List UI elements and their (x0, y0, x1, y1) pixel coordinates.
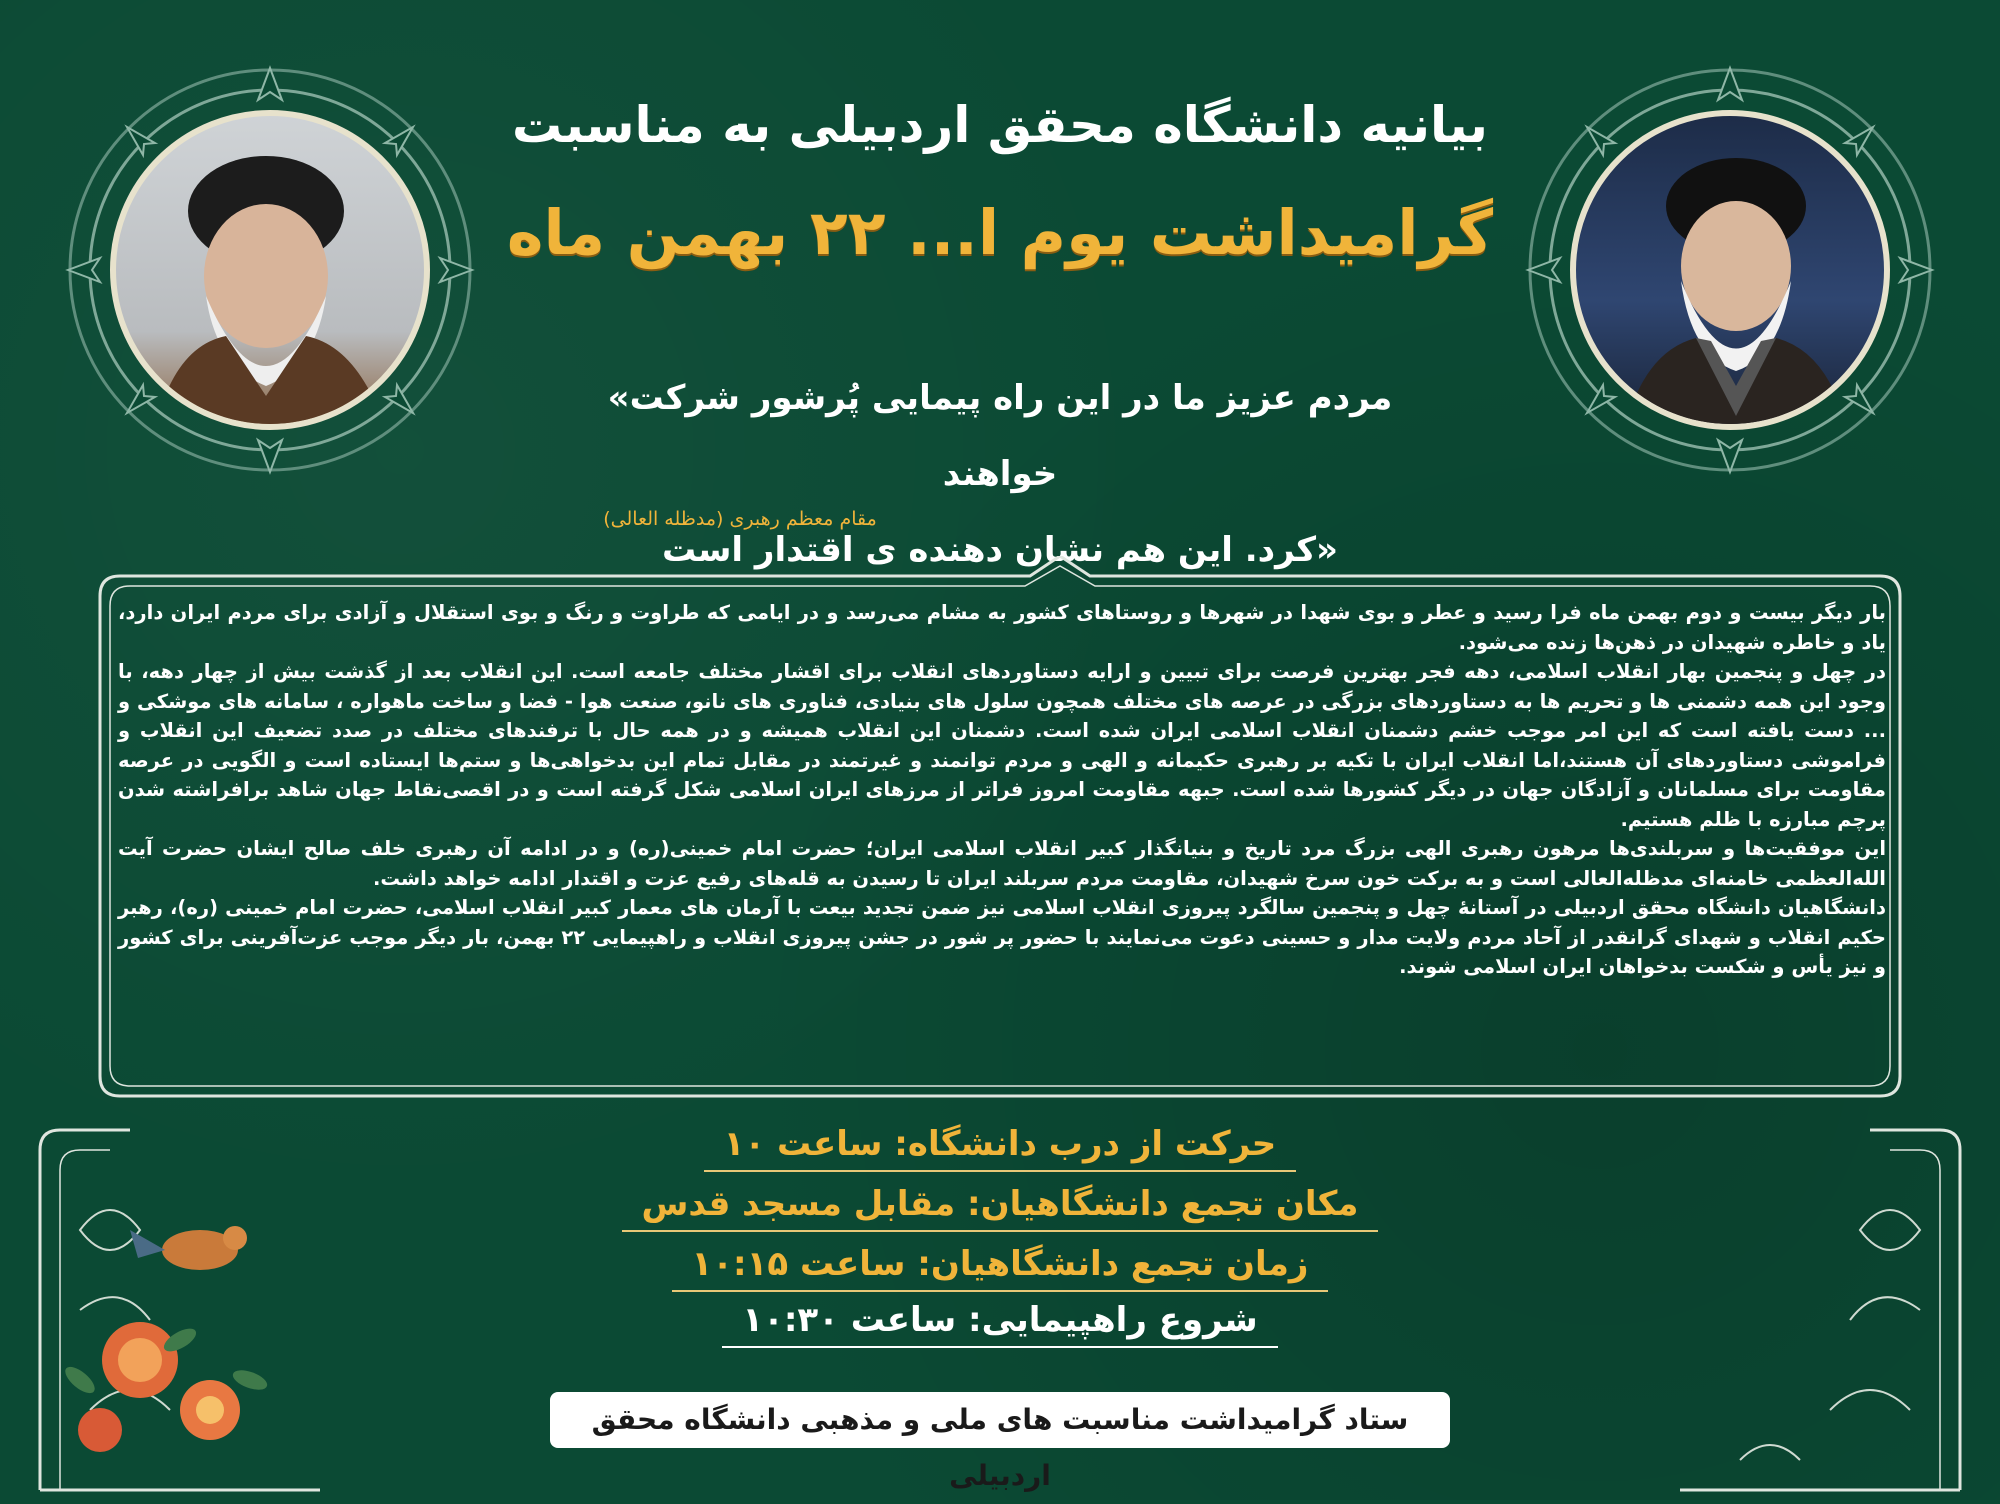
arabesque-ornament-icon (1650, 1110, 1980, 1500)
statement-paragraph: در چهل و پنجمین بهار انقلاب اسلامی، دهه فجر بهترین فرصت برای تبیین و ارایه دستاوردهای انقلاب برای اقشار مختلف جامعه است. این انقلاب بعد از گذشت بیش از چهار دهه، با وجود این همه دشمنی ها و تحریم ها به دستاوردهای بزرگی در عرصه های مختلف همچون سلول های بنیادی، فناوری های نانو، صنعت هوا - فضا و ساخت ماهواره ، سامانه های موشکی و ... دست یافته است که این امر موجب خشم دشمنان انقلاب اسلامی ایران شده است. دشمنان این انقلاب همیشه و در همه حال با ترفندهای مختلف در صدد تضعیف این انقلاب و فراموشی دستاوردهای آن هستند،اما انقلاب ایران با تکیه بر رهبری حکیمانه و الهی و مردم توانمند و غیرتمند در مقابل تمام این بدخواهی‌ها و ستم‌ها ایستاده است و الگویی در عرصه مقاومت برای مسلمانان و آزادگان جهان در دیگر کشورها شده است. جبهه مقاومت امروز فراتر از مرزهای ایران اسلامی شکل گرفته است و در اقصی‌نقاط جهان شاهد برافراشته شدن پرچم مبارزه با ظلم هستیم. (118, 660, 1886, 831)
schedule-venue: مکان تجمع دانشگاهیان: مقابل مسجد قدس (600, 1184, 1400, 1232)
schedule-march-start: شروع راهپیمایی: ساعت ۱۰:۳۰ (600, 1300, 1400, 1348)
flower-icon (61, 1322, 270, 1452)
portrait-frame-left (60, 60, 480, 480)
portrait-right (1570, 110, 1890, 430)
bird-icon (130, 1226, 247, 1270)
quote-attribution: مقام معظم رهبری (مدظله العالی) (603, 508, 877, 530)
portrait-frame-right (1520, 60, 1940, 480)
statement-body (118, 598, 1886, 982)
portrait-right-figure-icon (1576, 116, 1884, 424)
schedule-gathering: زمان تجمع دانشگاهیان: ساعت ۱۰:۱۵ (600, 1244, 1400, 1292)
leader-quote (560, 360, 1440, 588)
quote-line-1: «مردم عزیز ما در این راه پیمایی پُرشور شرکت خواهند (607, 378, 1393, 494)
portrait-left-figure-icon (116, 116, 424, 424)
footer-label: ستاد گرامیداشت مناسبت های ملی و مذهبی دانشگاه محقق اردبیلی (550, 1392, 1450, 1448)
header-title: بیانیه دانشگاه محقق اردبیلی به مناسبت (512, 96, 1488, 154)
schedule-departure: حرکت از درب دانشگاه: ساعت ۱۰ (600, 1124, 1400, 1172)
header-subtitle: گرامیداشت یوم ا... ۲۲ بهمن ماه (506, 196, 1494, 269)
floral-ornament-icon (20, 1110, 350, 1500)
portrait-left (110, 110, 430, 430)
statement-paragraph: این موفقیت‌ها و سربلندی‌ها مرهون رهبری الهی بزرگ مرد تاریخ و بنیانگذار کبیر انقلاب اسلامی ایران؛ حضرت امام خمینی(ره) و در ادامه آن رهبری خلف صالح ایشان حضرت آیت الله‌العظمی خامنه‌ای مدظله‌العالی است و به برکت خون سرخ شهیدان، مقاومت مردم سربلند ایران تا رسیدن به قله‌های رفیع عزت و اقتدار ادامه خواهد داشت. (118, 837, 1886, 890)
statement-paragraph: بار دیگر بیست و دوم بهمن ماه فرا رسید و عطر و بوی شهدا در شهرها و روستاهای کشور به مشام می‌رسد و در ایامی که طراوت و رنگ و بوی استقلال و آزادی برای مردم ایران دارد، یاد و خاطره شهیدان در ذهن‌ها زنده می‌شود. (118, 601, 1886, 654)
quote-line-2: کرد. این هم نشان دهنده ی اقتدار است» (661, 530, 1339, 570)
statement-paragraph: دانشگاهیان دانشگاه محقق اردبیلی در آستانهٔ چهل و پنجمین سالگرد پیروزی انقلاب اسلامی نیز ضمن تجدید بیعت با آرمان های معمار کبیر انقلاب اسلامی، حضرت امام خمینی (ره)، رهبر حکیم انقلاب و شهدای گرانقدر از آحاد مردم ولایت مدار و حسینی دعوت می‌نمایند با حضور پر شور در جشن پیروزی انقلاب و راهپیمایی ۲۲ بهمن، بار دیگر موجب عزت‌آفرینی برای کشور و نیز یأس و شکست بدخواهان ایران اسلامی شوند. (118, 896, 1886, 978)
